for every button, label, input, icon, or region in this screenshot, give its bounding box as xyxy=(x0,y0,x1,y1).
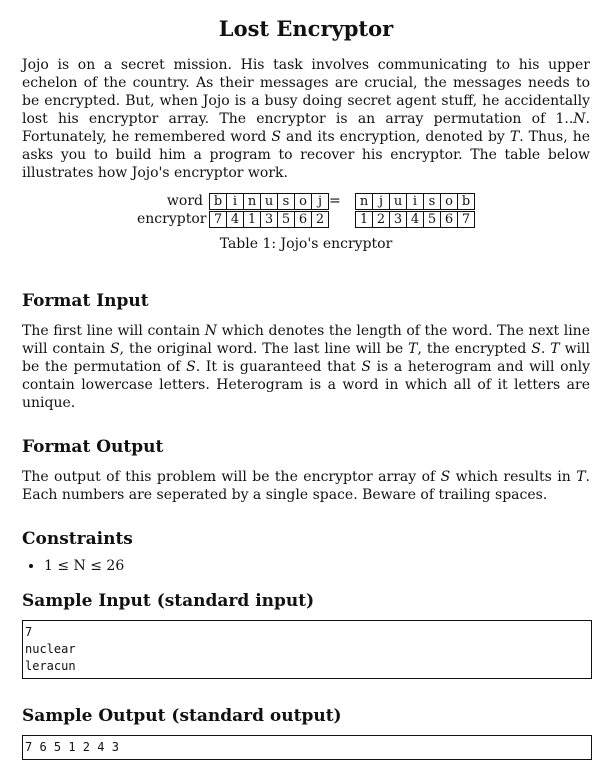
sample-input-box xyxy=(22,620,592,679)
encryptor-cell: 1 xyxy=(243,211,261,228)
fo-text: The output of this problem will be the encryptor array of xyxy=(22,469,441,485)
var-s: S xyxy=(361,359,371,375)
intro-text-2: . Fortunately, he remembered word xyxy=(22,111,590,145)
intro-paragraph xyxy=(22,56,590,182)
result-row xyxy=(355,192,475,210)
var-t: T xyxy=(408,341,418,357)
fi-text: , the encrypted xyxy=(417,341,532,357)
right-table xyxy=(355,192,475,228)
intro-text-4: . Thus, he asks you to build him a program to recover his encryptor. The table below illustrates how Jojo's encryptor work. xyxy=(22,129,590,181)
format-input-heading: Format Input xyxy=(22,291,149,311)
index-cell: 5 xyxy=(423,211,441,228)
result-cell: n xyxy=(355,193,373,210)
left-table xyxy=(137,192,329,228)
intro-text-1: Jojo is on a secret mission. His task involves communicating to his upper echelon of the country. As their messages are crucial, the messages needs to be encrypted. But, when Jojo is a busy doing secret agent stuff, he accidentally lost his encryptor array. The encryptor is an array permutation of 1.. xyxy=(22,57,590,127)
format-output-heading: Format Output xyxy=(22,437,164,457)
intro-text-3: and its encryption, denoted by xyxy=(281,129,510,145)
sample-output-heading: Sample Output (standard output) xyxy=(22,706,342,726)
code-line: 7 6 5 1 2 4 3 xyxy=(25,740,119,754)
constraint-item: • 1 ≤ N ≤ 26 xyxy=(44,558,590,574)
index-cells xyxy=(355,211,475,228)
word-cell: o xyxy=(294,193,312,210)
word-cell: u xyxy=(260,193,278,210)
encryptor-table xyxy=(22,192,590,252)
equals-sign: = xyxy=(329,193,341,209)
var-t: T xyxy=(576,469,586,485)
fi-text: The first line will contain xyxy=(22,323,205,339)
constraints-list xyxy=(22,558,590,574)
result-cell: u xyxy=(389,193,407,210)
format-output-paragraph xyxy=(22,468,590,504)
encryptor-cell: 3 xyxy=(260,211,278,228)
page-title: Lost Encryptor xyxy=(218,16,394,41)
index-cell: 1 xyxy=(355,211,373,228)
var-t: T xyxy=(550,341,560,357)
var-s: S xyxy=(440,469,451,485)
result-cell: b xyxy=(457,193,475,210)
encryptor-cells xyxy=(209,211,329,228)
constraints-heading: Constraints xyxy=(22,529,133,549)
result-cells xyxy=(355,193,475,210)
var-s: S xyxy=(531,341,541,357)
fi-text: will be the permutation of xyxy=(22,341,590,375)
code-line: 7 xyxy=(25,625,33,639)
encryptor-cell: 5 xyxy=(277,211,295,228)
fi-text: is a heterogram and will only contain lowercase letters. Heterogram is a word in which all of it letters are unique. xyxy=(22,359,590,411)
var-n: N xyxy=(573,111,586,127)
var-n: N xyxy=(204,323,218,339)
word-cells xyxy=(209,193,329,210)
fi-text: which denotes the length of the word. The next line will contain xyxy=(22,323,590,357)
table-caption: Table 1: Jojo's encryptor xyxy=(219,236,393,252)
word-cell: s xyxy=(277,193,295,210)
result-cell: i xyxy=(406,193,424,210)
fi-text: . xyxy=(540,341,551,357)
index-cell: 2 xyxy=(372,211,390,228)
var-t: T xyxy=(509,129,520,145)
fo-text: which results in xyxy=(450,469,577,485)
sample-output-box xyxy=(22,735,592,760)
encryptor-label: encryptor xyxy=(137,211,207,227)
encryptor-cell: 2 xyxy=(311,211,329,228)
var-s: S xyxy=(110,341,120,357)
word-cell: n xyxy=(243,193,261,210)
result-cell: s xyxy=(423,193,441,210)
sample-input-heading: Sample Input (standard input) xyxy=(22,591,315,611)
code-line: leracun xyxy=(25,659,76,673)
word-row xyxy=(137,192,329,210)
index-cell: 7 xyxy=(457,211,475,228)
encryptor-row xyxy=(137,210,329,228)
var-s: S xyxy=(271,129,281,145)
index-row xyxy=(355,210,475,228)
word-label: word xyxy=(166,193,203,209)
encryptor-cell: 6 xyxy=(294,211,312,228)
word-cell: b xyxy=(209,193,227,210)
result-cell: j xyxy=(372,193,390,210)
word-cell: j xyxy=(311,193,329,210)
encryptor-cell: 7 xyxy=(209,211,227,228)
result-cell: o xyxy=(440,193,458,210)
var-s: S xyxy=(186,359,196,375)
word-cell: i xyxy=(226,193,244,210)
fi-text: . It is guaranteed that xyxy=(195,359,362,375)
problem-page xyxy=(22,0,590,760)
index-cell: 6 xyxy=(440,211,458,228)
fi-text: , the original word. The last line will be xyxy=(119,341,409,357)
index-cell: 3 xyxy=(389,211,407,228)
index-cell: 4 xyxy=(406,211,424,228)
encryptor-table-body xyxy=(137,192,475,228)
code-line: nuclear xyxy=(25,642,76,656)
encryptor-cell: 4 xyxy=(226,211,244,228)
fo-text: . Each numbers are seperated by a single space. Beware of trailing spaces. xyxy=(22,469,590,503)
format-input-paragraph xyxy=(22,322,590,412)
